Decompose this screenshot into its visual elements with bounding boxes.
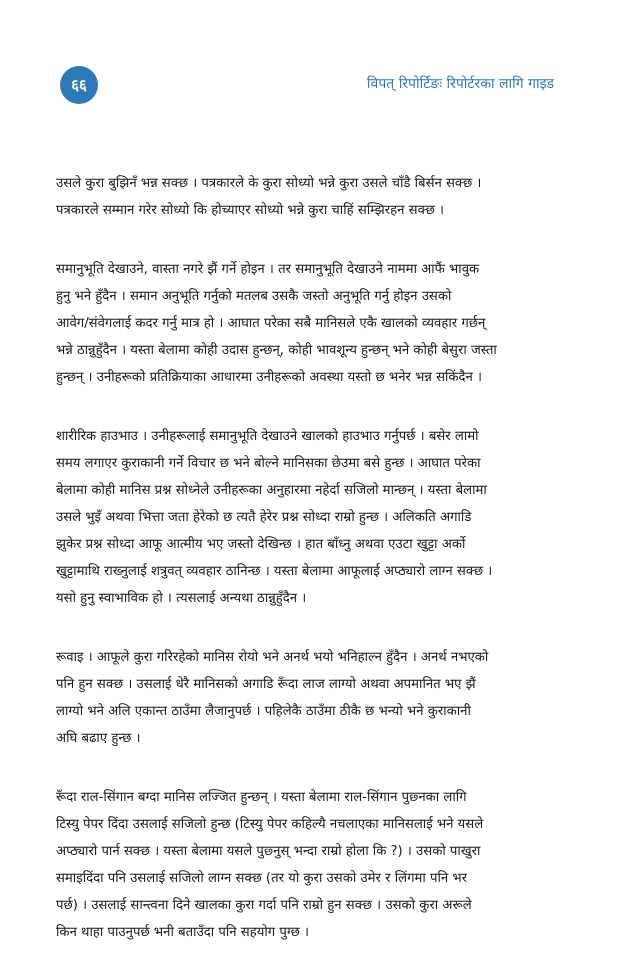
text-line: भन्ने ठान्नुहुँदैन । यस्ता बेलामा कोही उदास हुन्छन्, कोही भावशून्य हुन्छन् भने कोही बेसुरा जस्ता [56, 343, 497, 358]
paragraph [56, 256, 586, 391]
text-line: हुन्छन् । उनीहरूको प्रतिक्रियाका आधारमा उनीहरूको अवस्था यस्तो छ भनेर भन्न सकिंदैन । [56, 370, 483, 385]
text-line: समानुभूति देखाउने, वास्ता नगरे झैं गर्ने होइन । तर समानुभूति देखाउने नाममा आफैं भावुक [56, 262, 480, 277]
text-line: अघि बढाए हुन्छ । [56, 731, 141, 746]
text-line: टिस्यु पेपर दिंदा उसलाई सजिलो हुन्छ (टिस्यु पेपर कहिल्यै नचलाएका मानिसलाई भने यसले [56, 817, 484, 832]
paragraph [56, 784, 586, 946]
paragraph [56, 170, 586, 224]
body-text [56, 170, 586, 978]
text-line: हुनु भने हुँदैन । समान अनुभूति गर्नुको मतलब उसकै जस्तो अनुभूति गर्नु होइन उसको [56, 289, 452, 304]
page-number-badge: ६६ [60, 66, 98, 104]
text-line: यसो हुनु स्वाभाविक हो । त्यसलाई अन्यथा ठान्नुहुँदैन । [56, 591, 307, 606]
text-line: उसले भुइँ अथवा भित्ता जता हेरेको छ त्यतै हेरेर प्रश्न सोध्दा राम्रो हुन्छ । अलिकति अगाडि [56, 510, 472, 525]
text-line: उसले कुरा बुझिनँ भन्न सक्छ । पत्रकारले के कुरा सोध्यो भन्ने कुरा उसले चाँडै बिर्सन सक्छ । [56, 176, 482, 191]
text-line: खुट्टामाथि राख्नुलाई शत्रुवत् व्यवहार ठानिन्छ । यस्ता बेलामा आफूलाई अप्ठ्यारो लाग्न सक्छ । [56, 564, 493, 579]
text-line: पनि हुन सक्छ । उसलाई धेरै मानिसको अगाडि रूँदा लाज लाग्यो अथवा अपमानित भए झैं [56, 677, 476, 692]
text-line: पत्रकारले सम्मान गरेर सोध्यो कि होच्याएर सोध्यो भन्ने कुरा चाहिं सम्झिरहन सक्छ । [56, 203, 445, 218]
text-line: रूवाइ । आफूले कुरा गरिरहेको मानिस रोयो भने अनर्थ भयो भनिहाल्न हुँदैन । अनर्थ नभएको [56, 650, 489, 665]
paragraph [56, 423, 586, 612]
text-line: रूँदा राल-सिंगान बग्दा मानिस लज्जित हुन्छन् । यस्ता बेलामा राल-सिंगान पुछ्नका लागि [56, 790, 467, 805]
text-line: पर्छ) । उसलाई सान्त्वना दिने खालका कुरा गर्दा पनि राम्रो हुन सक्छ । उसको कुरा अरूले [56, 898, 472, 913]
text-line: झुकेर प्रश्न सोध्दा आफू आत्मीय भए जस्तो देखिन्छ । हात बाँध्नु अथवा एउटा खुट्टा अर्को [56, 537, 466, 552]
text-line: लाग्यो भने अलि एकान्त ठाउँमा लैजानुपर्छ । पहिलेकै ठाउँमा ठीकै छ भन्यो भने कुराकानी [56, 704, 471, 719]
text-line: किन थाहा पाउनुपर्छ भनी बताउँदा पनि सहयोग पुग्छ । [56, 925, 310, 940]
running-header-title: विपत् रिपोर्टिङः रिपोर्टरका लागि गाइड [366, 76, 554, 92]
text-line: समय लगाएर कुराकानी गर्ने विचार छ भने बोल्ने मानिसका छेउमा बसे हुन्छ । आघात परेका [56, 456, 481, 471]
paragraph [56, 644, 586, 752]
text-line: बेलामा कोही मानिस प्रश्न सोध्नेले उनीहरूका अनुहारमा नहेर्दा सजिलो मान्छन् । यस्ता बेलामा [56, 483, 487, 498]
text-line: अप्ठ्यारो पार्न सक्छ । यस्ता बेलामा यसले पुछ्नुस् भन्दा राम्रो होला कि ?) । उसको पाखुरा [56, 844, 481, 859]
text-line: आवेग/संवेगलाई कदर गर्नु मात्र हो । आघात परेका सबै मानिसले एकै खालको व्यवहार गर्छन् [56, 316, 486, 331]
text-line: समाइदिंदा पनि उसलाई सजिलो लाग्न सक्छ (तर यो कुरा उसको उमेर र लिंगमा पनि भर [56, 871, 468, 886]
text-line: शारीरिक हाउभाउ । उनीहरूलाई समानुभूति देखाउने खालको हाउभाउ गर्नुपर्छ । बसेर लामो [56, 429, 479, 444]
